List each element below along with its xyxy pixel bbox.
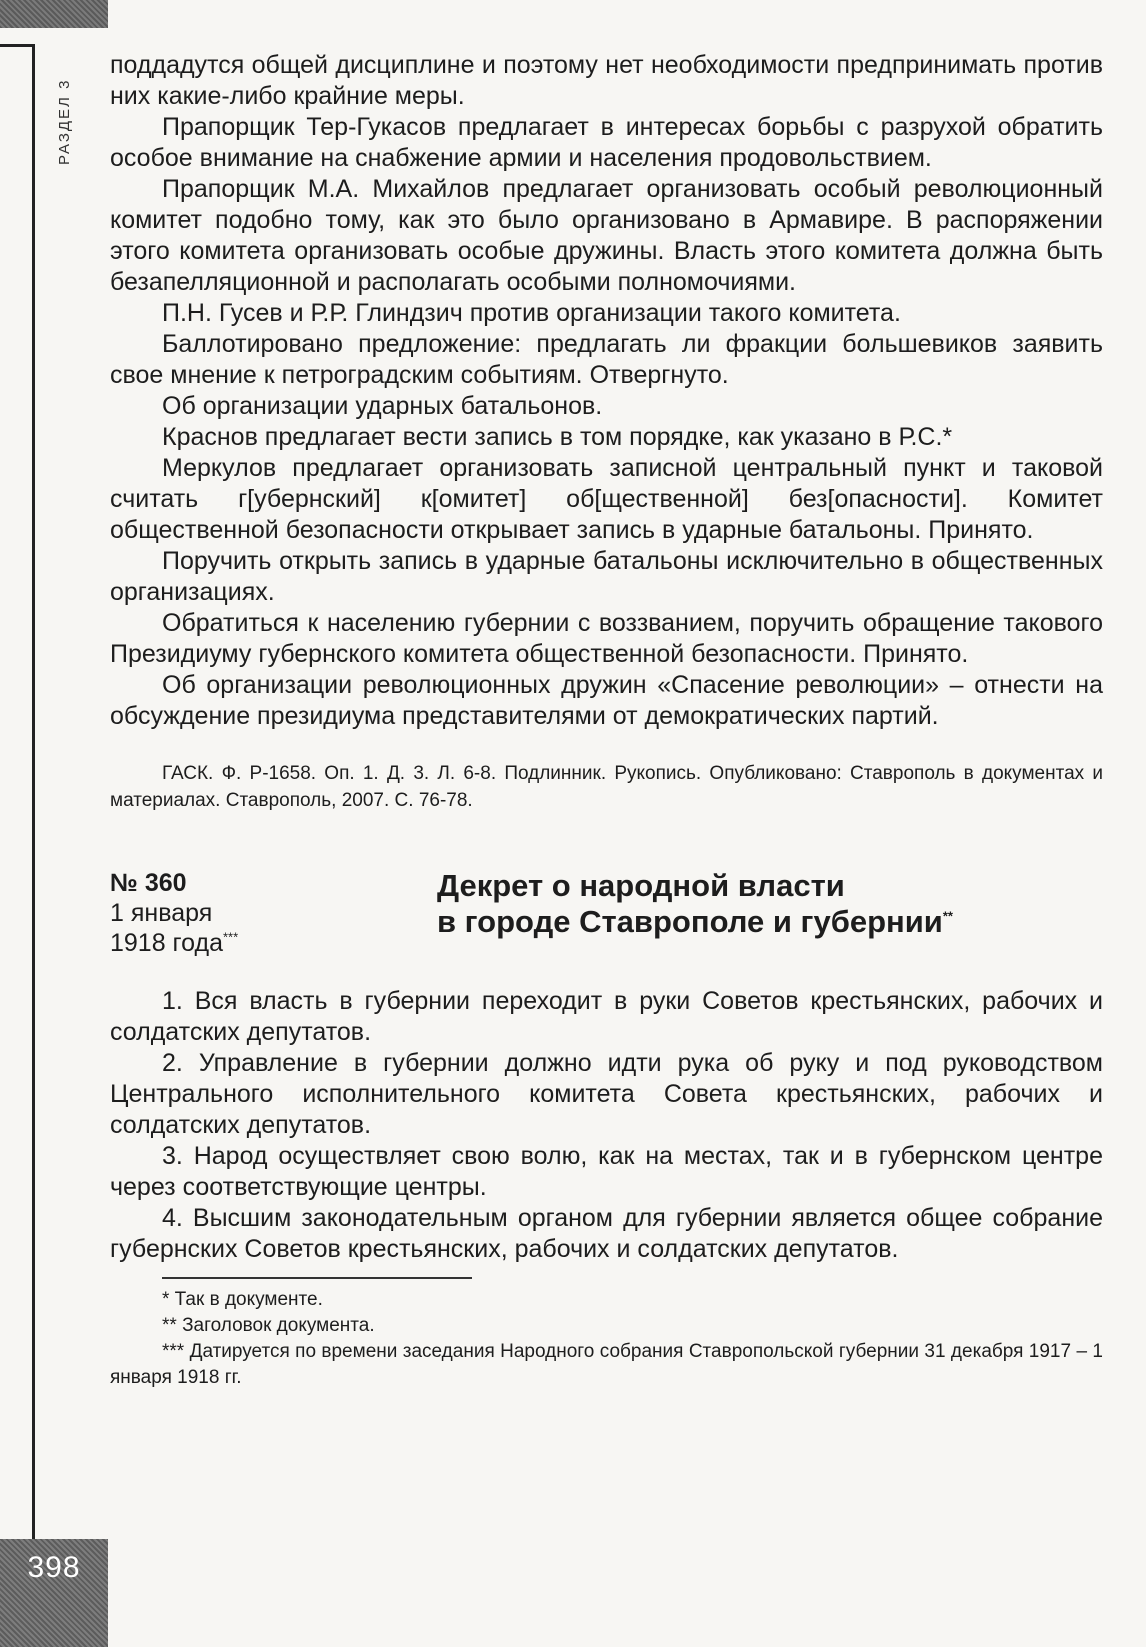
paragraph: Обратиться к населению губернии с воззванием, поручить обращение такового Президиуму губернского комитета общественной безопасности. Принято. (110, 609, 1103, 668)
date-footnote-mark: *** (222, 929, 239, 945)
paragraph: поддадутся общей дисциплине и поэтому нет необходимости предпринимать против них какие-либо крайние меры. (110, 51, 1103, 110)
document-number: № 360 (110, 869, 187, 897)
footnote: * Так в документе. (162, 1289, 323, 1310)
paragraph: Меркулов предлагает организовать записной центральный пункт и таковой считать г[убернский] к[омитет] об[щественной] без[опасности]. Комитет общественной безопасности открывает запись в ударные батальоны. Принято. (110, 454, 1103, 544)
paragraph: Поручить открыть запись в ударные батальоны исключительно в общественных организациях. (110, 547, 1103, 606)
section-label: РАЗДЕЛ 3 (56, 78, 73, 165)
footnote-divider (162, 1277, 472, 1279)
decree-item: 4. Высшим законодательным органом для губернии является общее собрание губернских Советов крестьянских, рабочих и солдатских депутатов. (110, 1204, 1103, 1263)
document-date-day: 1 января (110, 899, 213, 927)
footnote: *** Датируется по времени заседания Народного собрания Ставропольской губернии 31 декабря 1917 – 1 января 1918 гг. (110, 1341, 1103, 1388)
top-corner-block (0, 0, 108, 28)
page-number: 398 (27, 1551, 81, 1584)
document-title-line2-row (437, 904, 953, 940)
decree-item: 3. Народ осуществляет свою волю, как на местах, так и в губернском центре через соответствующие центры. (110, 1142, 1103, 1201)
paragraph: Об организации ударных батальонов. (162, 392, 603, 420)
document-header (110, 868, 1103, 986)
document-title (437, 868, 953, 940)
document-date-year: 1918 года (110, 929, 223, 957)
page-number-block (0, 1539, 108, 1647)
document-title-line1: Декрет о народной власти (437, 868, 845, 903)
paragraph: П.Н. Гусев и Р.Р. Глиндзич против организации такого комитета. (162, 299, 901, 327)
footnote: ** Заголовок документа. (162, 1315, 375, 1336)
paragraph: Прапорщик Тер-Гукасов предлагает в интересах борьбы с разрухой обратить особое внимание на снабжение армии и населения продовольствием. (110, 113, 1103, 172)
side-frame (0, 44, 35, 1560)
document-meta (110, 868, 238, 958)
paragraph: Об организации революционных дружин «Спасение революции» – отнести на обсуждение президиума представителями от демократических партий. (110, 671, 1103, 730)
paragraph: Баллотировано предложение: предлагать ли фракции большевиков заявить свое мнение к петроградским событиям. Отвергнуто. (110, 330, 1103, 389)
document-date-year-line (110, 928, 238, 958)
title-footnote-mark: ** (942, 908, 953, 924)
document-title-line2: в городе Ставрополе и губернии (437, 904, 943, 939)
decree-item: 2. Управление в губернии должно идти рука об руку и под руководством Центрального исполнительного комитета Совета крестьянских, рабочих и солдатских депутатов. (110, 1049, 1103, 1139)
page-content (110, 50, 1103, 1391)
paragraph: Краснов предлагает вести запись в том порядке, как указано в Р.С.* (162, 423, 953, 451)
decree-item: 1. Вся власть в губернии переходит в руки Советов крестьянских, рабочих и солдатских депутатов. (110, 987, 1103, 1046)
paragraph: Прапорщик М.А. Михайлов предлагает организовать особый революционный комитет подобно тому, как это было организовано в Армавире. В распоряжении этого комитета организовать особые дружины. Власть этого комитета должна быть безапелляционной и располагать особыми полномочиями. (110, 175, 1103, 296)
source-note: ГАСК. Ф. Р-1658. Оп. 1. Д. 3. Л. 6-8. Подлинник. Рукопись. Опубликовано: Ставрополь в документах и материалах. Ставрополь, 2007. С. 76-78. (110, 763, 1103, 811)
